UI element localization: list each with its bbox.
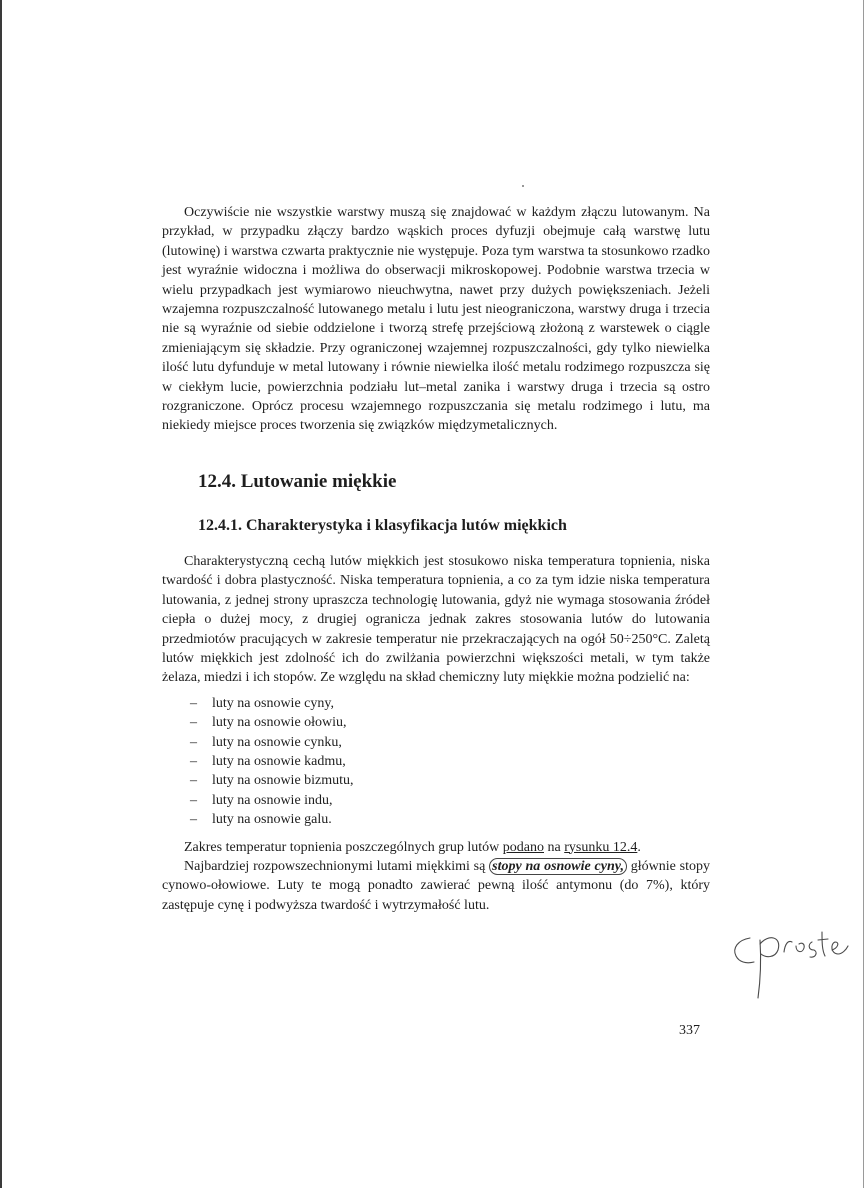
paragraph-tin-alloys: Najbardziej rozpowszechnionymi lutami miękkimi są stopy na osnowie cyny, głównie stopy cynowo-ołowiowe. Luty te mogą ponadto zawierać pewną ilość antymonu (do 7%), który zastępuje cynę i podwyższa twardość i wytrzymałość lutu. xyxy=(162,858,711,913)
paragraph-layers: Oczywiście nie wszystkie warstwy muszą się znajdować w każdym złączu lutowanym. Na przykład, w przypadku złączy bardzo wąskich proces dyfuzji obejmuje całą warstwę lutu (lutowinę) i warstwa czwarta praktycznie nie występuje. Poza tym warstwa ta stosunkowo rzadko jest wyraźnie widoczna i możliwa do obserwacji mikroskopowej. Podobnie warstwa trzecia w wielu przypadkach jest wymiarowo nieuchwytna, nawet przy dużych powiększeniach. Jeżeli wzajemna rozpuszczalność lutowanego metalu i lutu jest nieograniczona, warstwy druga i trzecia nie są wyraźnie od siebie oddzielone i tworzą strefę przejściową złożoną z warstewek o ciągle zmieniającym się składzie. Przy ograniczonej wzajemnej rozpuszczalności, gdy tylko niewielka ilość lutu dyfunduje w metal lutowany i równie niewielka ilość metalu rodzimego rozpuszcza się w ciekłym lucie, powierzchnia podziału lut–metal zanika i warstwy druga i trzecia są ostro rozgraniczone. Oprócz procesu wzajemnego rozpuszczania się metalu rodzimego i lutu, ma niekiedy miejsce proces tworzenia się związków międzymetalicznych. xyxy=(162,205,710,434)
list-item: – luty na osnowie cyny, xyxy=(190,694,710,713)
paragraph-characteristics: Charakterystyczną cechą lutów miękkich jest stosukowo niska temperatura topnienia, niska twardość i dobra plastyczność. Niska temperatura topnienia, a co za tym idzie niska temperatura lutowania, z jednej strony upraszcza technologię lutowania, gdyż nie wymaga stosowania źródeł ciepła o dużej mocy, z drugiej ogranicza jednak zakres stosowania lutów do lutowania przedmiotów pracujących w zakresie temperatur nie przekraczających na ogół 50÷250°C. Zaletą lutów miękkich jest zdolność ich do zwilżania powierzchni większości metali, w tym także żelaza, miedzi i ich stopów. Ze względu na skład chemiczny luty miękkie można podzielić na: xyxy=(162,553,710,686)
list-dash: – xyxy=(190,715,197,731)
list-dash: – xyxy=(190,812,197,828)
paragraph-figure-reference: Zakres temperatur topnienia poszczególnych grup lutów podano na rysunku 12.4. xyxy=(184,839,641,855)
emphasized-term: stopy na osnowie cyny, xyxy=(489,858,627,875)
list-dash: – xyxy=(190,792,197,808)
list-item: – luty na osnowie indu, xyxy=(190,791,710,810)
list-item: – luty na osnowie bizmutu, xyxy=(190,771,710,790)
scan-border-left xyxy=(0,0,2,1188)
subsection-heading: 12.4.1. Charakterystyka i klasyfikacja lutów miękkich xyxy=(198,516,567,534)
scan-speck xyxy=(522,185,524,187)
list-dash: – xyxy=(190,734,197,750)
list-item: – luty na osnowie cynku, xyxy=(190,733,710,752)
list-item: – luty na osnowie kadmu, xyxy=(190,752,710,771)
list-dash: – xyxy=(190,695,197,711)
figure-reference: rysunku 12.4 xyxy=(564,839,638,855)
list-item: – luty na osnowie galu. xyxy=(190,810,710,829)
page-number: 337 xyxy=(679,1023,700,1038)
list-dash: – xyxy=(190,753,197,769)
list-dash: – xyxy=(190,773,197,789)
solder-types-list xyxy=(162,694,710,830)
list-item: – luty na osnowie ołowiu, xyxy=(190,713,710,732)
section-heading: 12.4. Lutowanie miękkie xyxy=(198,470,397,492)
page-body xyxy=(162,203,710,915)
underlined-word: podano xyxy=(502,839,544,855)
handwritten-note-drawing xyxy=(728,924,854,1002)
